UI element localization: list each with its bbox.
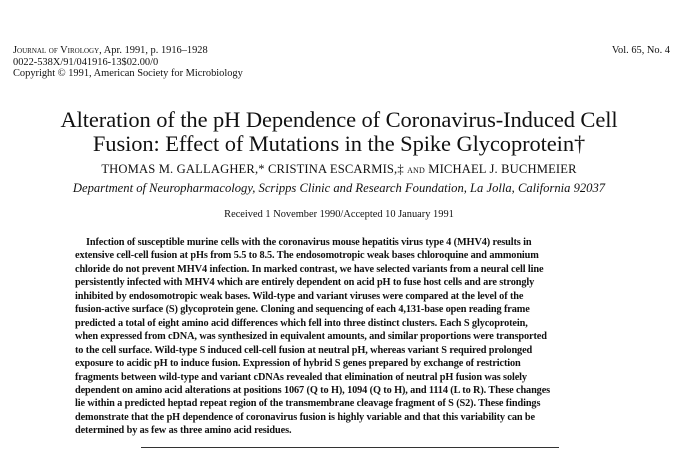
abstract: [75, 236, 655, 438]
section-divider: [141, 447, 559, 448]
title-line-1: Alteration of the pH Dependence of Coronavirus-Induced Cell: [60, 107, 618, 132]
journal-header: [13, 45, 243, 80]
abstract-line: fusion-active surface (S) glycoprotein gene. Cloning and sequencing of each 4,131-base open reading frame: [75, 304, 530, 316]
volume-label: Vol. 65, No. 4: [611, 45, 670, 56]
paper-title: [0, 108, 678, 155]
journal-issue: , Apr. 1991, p. 1916–1928: [99, 45, 208, 56]
abstract-line: dependent on amino acid alterations at positions 1067 (Q to H), 1094 (Q to H), and 1114 (L to R). These changes: [75, 384, 551, 396]
abstract-line: extensive cell-cell fusion at pHs from 5.5 to 8.5. The endosomotropic weak bases chloroquine and ammonium: [75, 250, 539, 262]
abstract-line: persistently infected with MHV4 which are entirely dependent on acid pH to fuse host cells and are strongly: [75, 277, 535, 289]
abstract-line: fragments between wild-type and variant cDNAs revealed that elimination of neutral pH fusion was solely: [75, 371, 527, 383]
abstract-line: inhibited by endosomotropic weak bases. Wild-type and variant viruses were compared at the level of the: [75, 290, 524, 302]
author-conjunction: and: [407, 162, 425, 176]
abstract-line: when expressed from cDNA, was synthesized in equivalent amounts, and similar proportions were transported: [75, 331, 547, 343]
abstract-line: predicted a total of eight amino acid differences which fell into three distinct clusters. Each S glycoprotein,: [75, 317, 528, 329]
author-names-1: THOMAS M. GALLAGHER,* CRISTINA ESCARMIS,‡: [101, 162, 404, 176]
abstract-line: lie within a predicted heptad repeat region of the transmembrane cleavage fragment of S (S2). These findings: [75, 398, 541, 410]
received-dates: Received 1 November 1990/Accepted 10 January 1991: [224, 209, 454, 220]
abstract-line: chloride do not prevent MHV4 infection. In marked contrast, we have selected variants from a neural cell line: [75, 263, 544, 275]
title-line-2: Fusion: Effect of Mutations in the Spike Glycoprotein†: [92, 130, 586, 156]
abstract-line: exposure to acidic pH to induce fusion. Expression of hybrid S genes prepared by exchange of restriction: [75, 358, 521, 370]
journal-name: Journal of Virology: [13, 45, 100, 56]
copyright-line: Copyright © 1991, American Society for Microbiology: [13, 68, 243, 80]
journal-citation: [13, 45, 243, 57]
abstract-line: determined by as few as three amino acid residues.: [75, 425, 292, 437]
affiliation: Department of Neuropharmacology, Scripps Clinic and Research Foundation, La Jolla, California 92037: [72, 181, 606, 195]
abstract-line: to the cell surface. Wild-type S induced cell-cell fusion at neutral pH, whereas variant S required prolonged: [75, 344, 533, 356]
abstract-line: Infection of susceptible murine cells with the coronavirus mouse hepatitis virus type 4 (MHV4) results in: [86, 237, 532, 248]
author-list: [0, 162, 678, 177]
author-names-2: MICHAEL J. BUCHMEIER: [428, 162, 577, 176]
journal-code: 0022-538X/91/041916-13$02.00/0: [13, 56, 159, 68]
abstract-line: demonstrate that the pH dependence of coronavirus fusion is highly variable and that this variability can be: [75, 411, 535, 423]
